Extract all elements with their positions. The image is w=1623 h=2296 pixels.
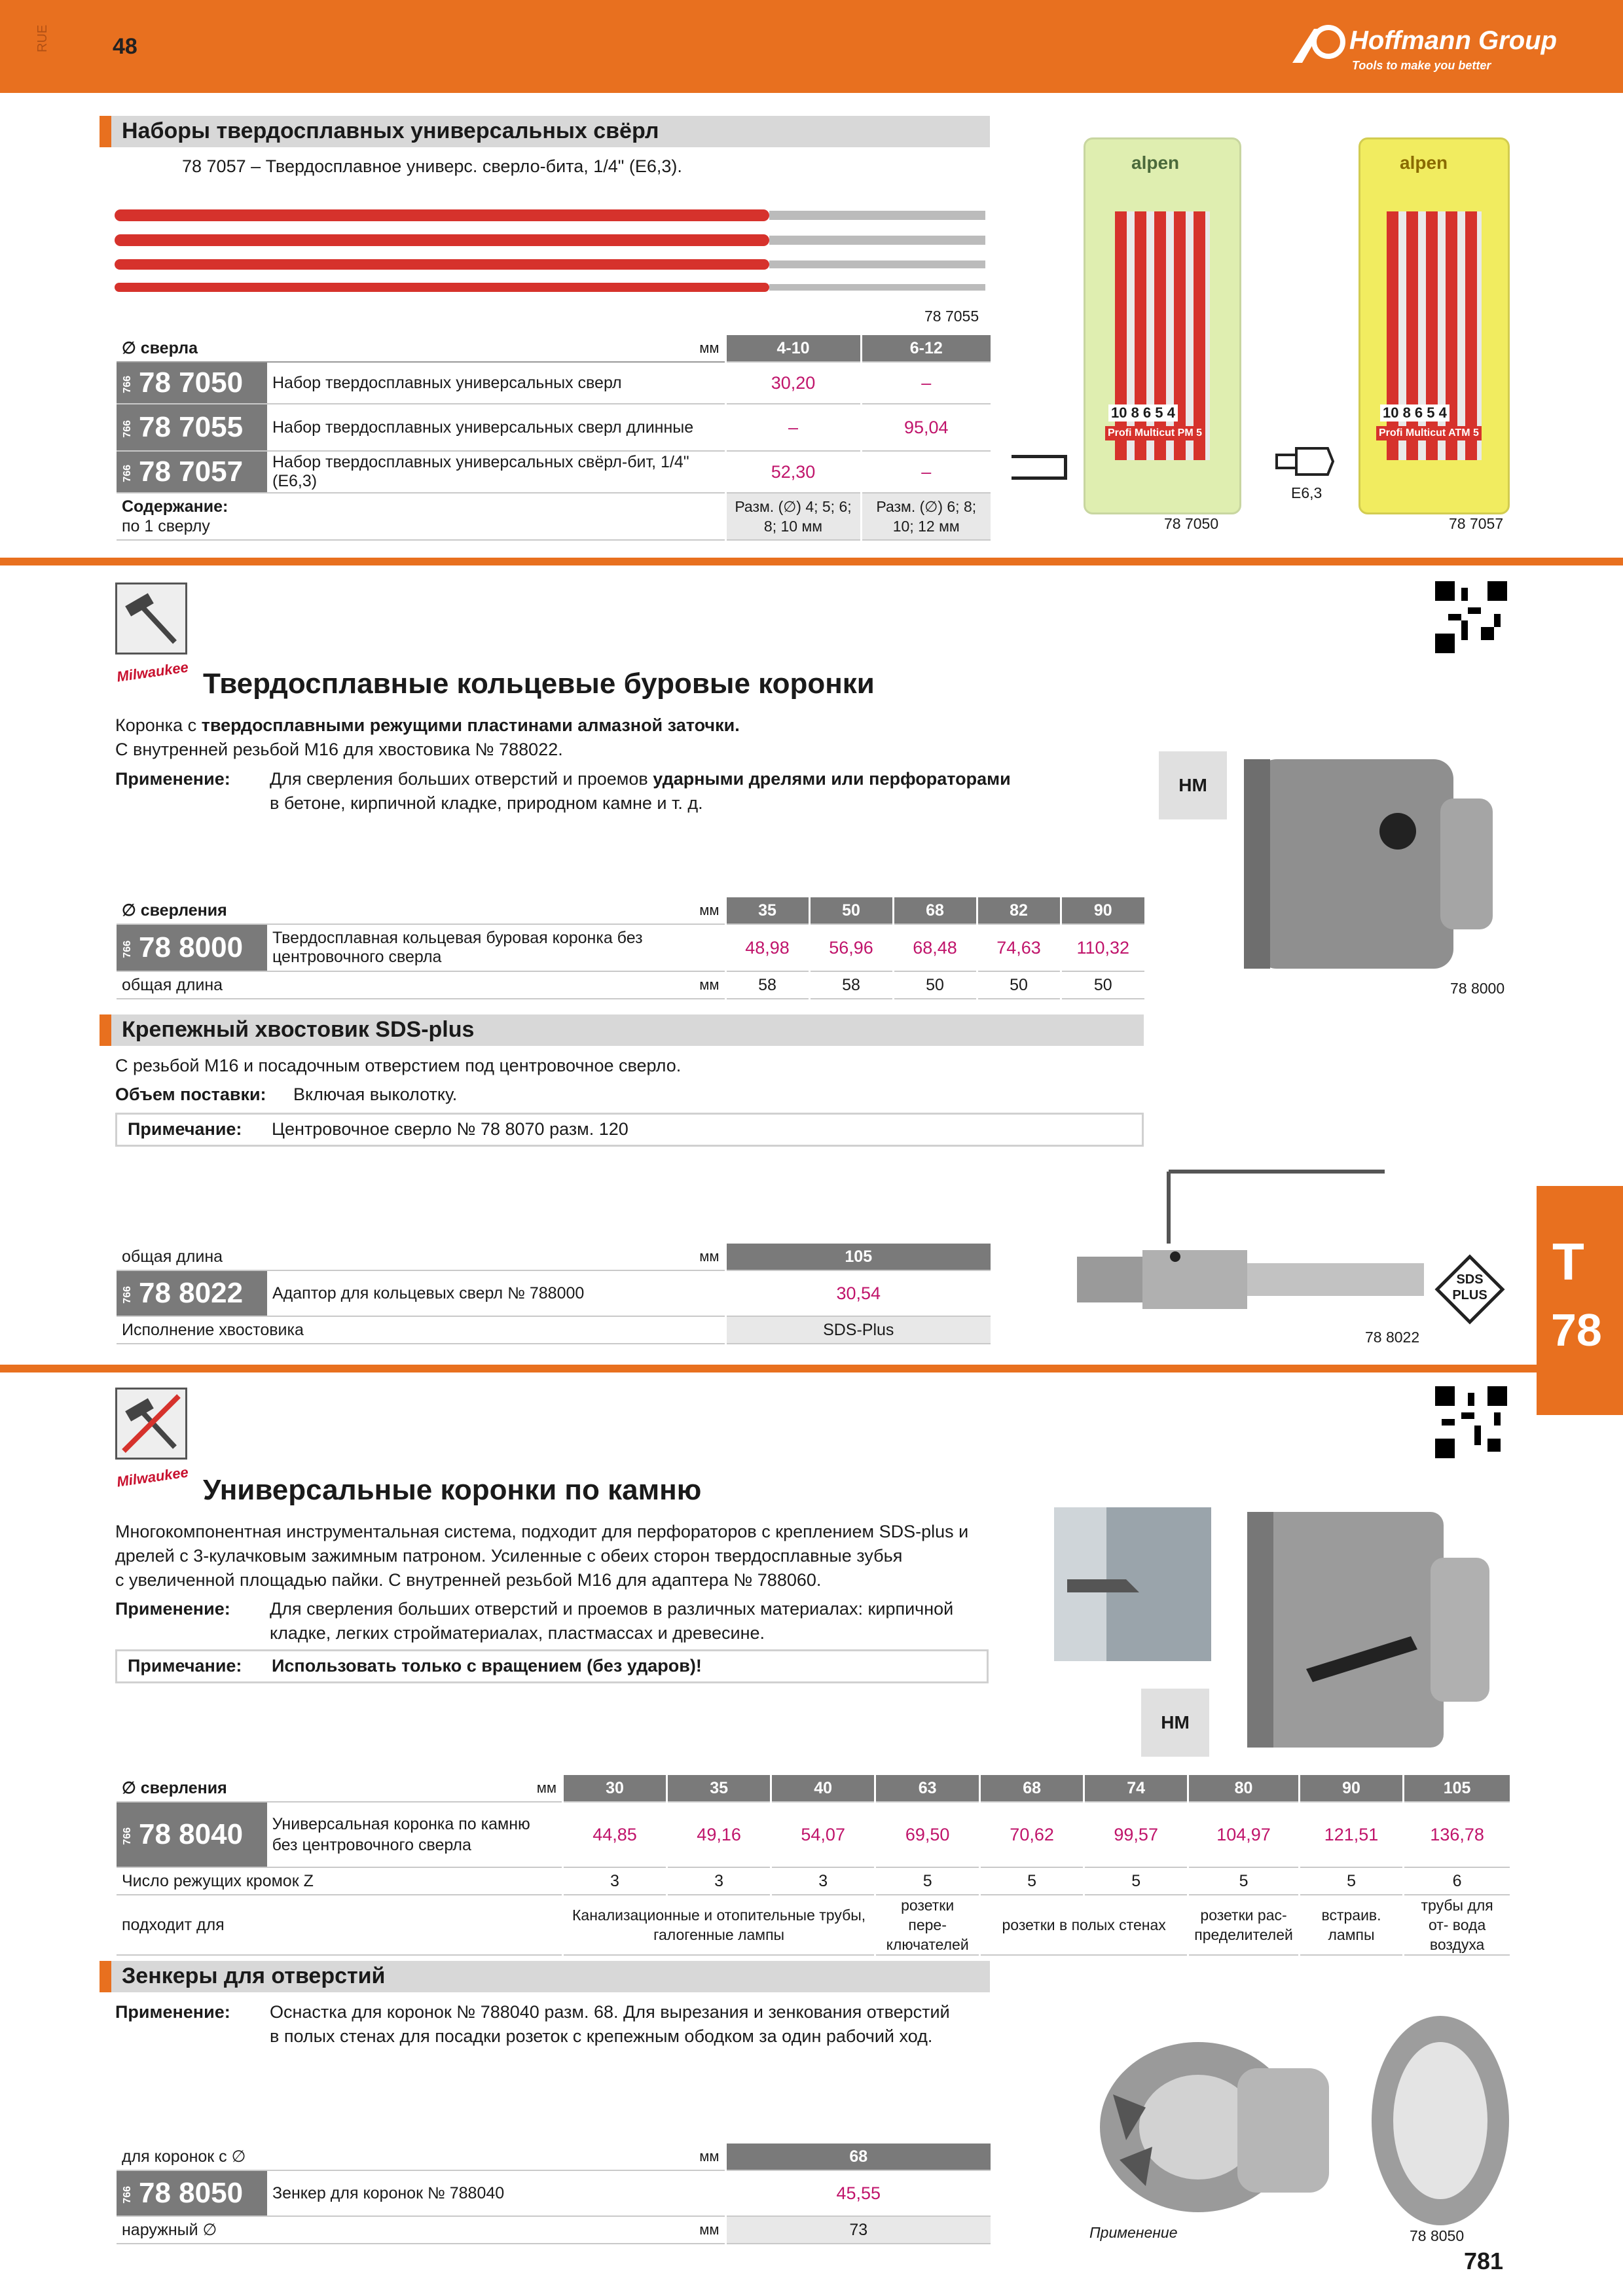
table-header-unit: мм <box>267 1244 725 1270</box>
image-label: 78 7050 <box>1164 515 1219 532</box>
pack-drills <box>1387 211 1482 460</box>
price: 104,97 <box>1188 1802 1300 1867</box>
table-row <box>117 362 991 404</box>
table-col-header: 80 <box>1188 1775 1300 1802</box>
fits-value: встраив. лампы <box>1299 1895 1403 1955</box>
table-col-header: 90 <box>1061 897 1144 924</box>
length-value: 50 <box>977 971 1061 999</box>
intro-line: с увеличенной площадью пайки. С внутренней резьбой M16 для адаптера № 788060. <box>115 1570 822 1590</box>
teeth-count: 6 <box>1404 1867 1510 1895</box>
shank-value: SDS-Plus <box>725 1316 991 1344</box>
article-number: 766 78 8040 <box>117 1802 267 1867</box>
shank-label: Исполнение хвостовика <box>117 1316 725 1344</box>
teeth-count: 3 <box>667 1867 771 1895</box>
outer-diameter-unit: мм <box>267 2216 725 2244</box>
table-col-header: 105 <box>725 1244 991 1270</box>
table-row <box>117 1802 1510 1867</box>
image-caption: Применение <box>1089 2224 1178 2241</box>
pack-name: Profi Multicut ATM 5 <box>1376 426 1482 440</box>
article-number: 766 78 7055 <box>117 404 267 451</box>
table-header-row <box>117 335 991 362</box>
contents-label-sub: по 1 сверлу <box>122 517 210 535</box>
table-row <box>117 1895 1510 1955</box>
price: 68,48 <box>893 924 977 971</box>
hex-label: E6,3 <box>1291 484 1322 501</box>
fits-value: розетки пере- ключателей <box>875 1895 980 1955</box>
teeth-count: 5 <box>1084 1867 1188 1895</box>
price: 45,55 <box>725 2170 991 2216</box>
table-header-unit: мм <box>267 897 725 924</box>
contents-value: Разм. (∅) 4; 5; 6; 8; 10 мм <box>725 493 861 540</box>
product-table <box>117 2144 991 2244</box>
table-col-header: 68 <box>893 897 977 924</box>
application-text: кладке, легких стройматериалах, пластмассах и древесине. <box>270 1623 765 1643</box>
contents-value: Разм. (∅) 6; 8; 10; 12 мм <box>861 493 991 540</box>
section-title-bar <box>100 116 990 147</box>
stone-core-bit-image <box>1241 1505 1503 1754</box>
table-row <box>117 1316 991 1344</box>
table-col-header: 30 <box>562 1775 666 1802</box>
tools-icon: T <box>1552 1232 1584 1291</box>
product-caption: 78 7057 – Твердосплавное универс. сверло-бита, 1/4" (E6,3). <box>182 156 682 176</box>
length-label: общая длина <box>117 971 267 999</box>
no-hammer-icon-box <box>115 1388 187 1460</box>
countersink-image <box>1087 2016 1362 2232</box>
length-value: 50 <box>1061 971 1144 999</box>
product-table <box>117 335 991 541</box>
outer-diameter-value: 73 <box>725 2216 991 2244</box>
table-header-label: ∅ сверления <box>117 897 267 924</box>
app-text: в бетоне, кирпичной кладке, природном камне и т. д. <box>270 793 703 813</box>
table-row <box>117 1867 1510 1895</box>
milwaukee-logo: Milwaukee <box>115 658 190 685</box>
application-label: Применение: <box>115 1599 230 1619</box>
pack-sizes: 10 8 6 5 4 <box>1380 404 1450 422</box>
brand-name: Hoffmann Group <box>1349 26 1558 55</box>
table-col-header: 63 <box>875 1775 980 1802</box>
milwaukee-logo: Milwaukee <box>115 1463 190 1490</box>
table-header-row <box>117 897 1144 924</box>
table-col-header: 68 <box>980 1775 1084 1802</box>
table-row <box>117 924 1144 971</box>
teeth-count: 3 <box>771 1867 875 1895</box>
note-label: Примечание: <box>128 1656 242 1676</box>
price: 52,30 <box>725 451 861 493</box>
application-text: Для сверления больших отверстий и проемов в различных материалах: кирпичной <box>270 1599 954 1619</box>
image-label: 78 8050 <box>1410 2227 1465 2244</box>
pack-drills <box>1115 211 1210 460</box>
section-title-bar <box>100 1961 990 1992</box>
section-title: Зенкеры для отверстий <box>122 1964 386 1988</box>
table-row <box>117 2170 991 2216</box>
scope-text: Включая выколотку. <box>293 1085 458 1104</box>
price: 95,04 <box>861 404 991 451</box>
price: – <box>725 404 861 451</box>
article-number: 766 78 8000 <box>117 924 267 971</box>
brand-logo <box>1289 20 1564 79</box>
price: 69,50 <box>875 1802 980 1867</box>
intro-text: Коронка с <box>115 715 202 735</box>
teeth-count: 5 <box>1299 1867 1403 1895</box>
product-description: Набор твердосплавных универсальных сверл длинные <box>267 404 725 451</box>
note-label: Примечание: <box>128 1119 242 1139</box>
intro-text-bold: твердосплавными режущими пластинами алмазной заточки. <box>201 715 740 735</box>
countersink-ring-image <box>1365 2009 1516 2232</box>
price: – <box>861 362 991 404</box>
table-row <box>117 2216 991 2244</box>
round-shank-icon <box>1012 455 1067 480</box>
sds-plus-badge <box>1434 1253 1506 1325</box>
price: 70,62 <box>980 1802 1084 1867</box>
pack-brand: alpen <box>1400 152 1448 173</box>
length-value: 58 <box>809 971 893 999</box>
price: 54,07 <box>771 1802 875 1867</box>
contents-label-bold: Содержание: <box>122 497 228 516</box>
length-value: 50 <box>893 971 977 999</box>
price: 74,63 <box>977 924 1061 971</box>
price: 99,57 <box>1084 1802 1188 1867</box>
price: 56,96 <box>809 924 893 971</box>
fits-value: трубы для от- вода воздуха <box>1404 1895 1510 1955</box>
teeth-count: 5 <box>875 1867 980 1895</box>
drill-set-pack-1 <box>1084 137 1241 514</box>
table-header-row <box>117 1775 1510 1802</box>
table-header-unit: мм <box>267 1775 563 1802</box>
note-text: Использовать только с вращением (без ударов)! <box>272 1656 702 1676</box>
intro-line: Многокомпонентная инструментальная система, подходит для перфораторов с креплением SDS-plus и <box>115 1522 969 1541</box>
pack-sizes: 10 8 6 5 4 <box>1108 404 1178 422</box>
table-row <box>117 971 1144 999</box>
table-col-header: 35 <box>725 897 809 924</box>
teeth-count-label: Число режущих кромок Z <box>117 1867 562 1895</box>
hammer-drill-icon <box>115 583 187 655</box>
price: 49,16 <box>667 1802 771 1867</box>
table-header-unit: мм <box>267 2144 725 2170</box>
contents-label <box>117 493 725 540</box>
article-number: 766 78 8050 <box>117 2170 267 2216</box>
product-description: Твердосплавная кольцевая буровая коронка без центровочного сверла <box>267 924 725 971</box>
no-impact-icon <box>117 1390 185 1458</box>
page-number: 781 <box>1464 2248 1504 2274</box>
table-header-label: общая длина <box>117 1244 267 1270</box>
table-header-label: ∅ сверла <box>117 335 267 362</box>
sds-adapter-image <box>1070 1165 1424 1316</box>
table-col-header: 68 <box>725 2144 991 2170</box>
table-row <box>117 451 991 493</box>
product-description: Набор твердосплавных универсальных сверл <box>267 362 725 404</box>
table-col-header: 82 <box>977 897 1061 924</box>
table-header-unit: мм <box>267 335 725 362</box>
qr-code-icon <box>1435 581 1507 653</box>
table-col-header: 6-12 <box>861 335 991 362</box>
intro-line: С внутренней резьбой M16 для хвостовика № 788022. <box>115 740 563 759</box>
product-table <box>117 1244 991 1344</box>
table-header-row <box>117 2144 991 2170</box>
page-number-top: 48 <box>113 34 137 59</box>
article-number: 766 78 7057 <box>117 451 267 493</box>
teeth-count: 5 <box>980 1867 1084 1895</box>
fits-label: подходит для <box>117 1895 562 1955</box>
table-col-header: 4-10 <box>725 335 861 362</box>
app-text: Для сверления больших отверстий и проемов <box>270 769 653 789</box>
table-footer-row <box>117 493 991 540</box>
price: 121,51 <box>1299 1802 1403 1867</box>
product-table <box>117 897 1144 999</box>
intro-line: дрелей с 3-кулачковым зажимным патроном. Усиленные с обеих сторон твердосплавные зубья <box>115 1546 903 1566</box>
section-title: Крепежный хвостовик SDS-plus <box>122 1017 475 1042</box>
drill-bits-image <box>115 196 985 308</box>
hm-badge: HM <box>1159 751 1227 819</box>
table-col-header: 90 <box>1299 1775 1403 1802</box>
table-col-header: 50 <box>809 897 893 924</box>
table-row <box>117 1270 991 1316</box>
application-label: Применение: <box>115 769 230 789</box>
teeth-detail-image <box>1054 1507 1211 1661</box>
section-title-bar <box>100 1014 1144 1046</box>
price: 110,32 <box>1061 924 1144 971</box>
table-row <box>117 404 991 451</box>
fits-value: розетки в полых стенах <box>980 1895 1188 1955</box>
application-label: Применение: <box>115 2002 230 2022</box>
table-header-label: для коронок с ∅ <box>117 2144 267 2170</box>
hammer-icon <box>117 584 185 653</box>
price: 30,54 <box>725 1270 991 1316</box>
fits-value: Канализационные и отопительные трубы, галогенные лампы <box>562 1895 875 1955</box>
section-title: Твердосплавные кольцевые буровые коронки <box>203 668 875 700</box>
product-description: Универсальная коронка по камню без центровочного сверла <box>267 1802 563 1867</box>
price: 136,78 <box>1404 1802 1510 1867</box>
note-text: Центровочное сверло № 78 8070 разм. 120 <box>272 1119 629 1139</box>
sds-plus-text: SDS PLUS <box>1452 1272 1487 1302</box>
application-text <box>270 767 1121 816</box>
image-label: 78 7057 <box>1449 515 1504 532</box>
application-text: Оснастка для коронок № 788040 разм. 68. Для вырезания и зенкования отверстий <box>270 2002 950 2022</box>
application-text: в полых стенах для посадки розеток с крепежным ободком за один рабочий ход. <box>270 2026 933 2046</box>
section-separator <box>0 558 1623 565</box>
section-separator <box>0 1365 1537 1372</box>
teeth-count: 5 <box>1188 1867 1300 1895</box>
chapter-number: 78 <box>1551 1304 1602 1355</box>
product-table <box>117 1775 1510 1956</box>
pack-brand: alpen <box>1131 152 1180 173</box>
table-header-row <box>117 1244 991 1270</box>
table-col-header: 105 <box>1404 1775 1510 1802</box>
qr-code-icon <box>1435 1386 1507 1458</box>
table-col-header: 35 <box>667 1775 771 1802</box>
article-number: 766 78 8022 <box>117 1270 267 1316</box>
length-value: 58 <box>725 971 809 999</box>
table-col-header: 74 <box>1084 1775 1188 1802</box>
hm-badge: HM <box>1141 1689 1209 1757</box>
outer-diameter-label: наружный ∅ <box>117 2216 267 2244</box>
image-label: 78 8022 <box>1365 1329 1420 1346</box>
product-description: Набор твердосплавных универсальных свёрл-бит, 1/4" (E6,3) <box>267 451 725 493</box>
product-description: Адаптор для кольцевых сверл № 788000 <box>267 1270 725 1316</box>
price: 48,98 <box>725 924 809 971</box>
app-text-bold: ударными дрелями или перфораторами <box>653 769 1011 789</box>
chapter-tab[interactable] <box>1537 1186 1623 1415</box>
note-box <box>115 1113 1144 1147</box>
product-description: Зенкер для коронок № 788040 <box>267 2170 725 2216</box>
image-label: 78 8000 <box>1450 980 1505 997</box>
teeth-count: 3 <box>562 1867 666 1895</box>
hoffmann-logo-icon <box>1289 22 1348 68</box>
drill-set-pack-2 <box>1359 137 1510 514</box>
pack-name: Profi Multicut PM 5 <box>1105 426 1205 440</box>
price: – <box>861 451 991 493</box>
brand-tagline: Tools to make you better <box>1352 59 1491 72</box>
length-unit: мм <box>267 971 725 999</box>
table-col-header: 40 <box>771 1775 875 1802</box>
intro-line: С резьбой M16 и посадочным отверстием под центровочное сверло. <box>115 1056 682 1075</box>
scope-label: Объем поставки: <box>115 1085 266 1104</box>
note-box <box>115 1649 989 1683</box>
intro-line <box>115 713 740 738</box>
article-number: 766 78 7050 <box>117 362 267 404</box>
image-label: 78 7055 <box>924 308 979 325</box>
language-code: RUE <box>35 24 50 52</box>
hex-shank-icon <box>1275 442 1334 481</box>
section-title: Универсальные коронки по камню <box>203 1474 702 1506</box>
section-title: Наборы твердосплавных универсальных свёрл <box>122 118 659 143</box>
price: 30,20 <box>725 362 861 404</box>
price: 44,85 <box>562 1802 666 1867</box>
table-header-label: ∅ сверления <box>117 1775 267 1802</box>
core-bit-image <box>1244 746 1519 982</box>
fits-value: розетки рас- пределителей <box>1188 1895 1300 1955</box>
